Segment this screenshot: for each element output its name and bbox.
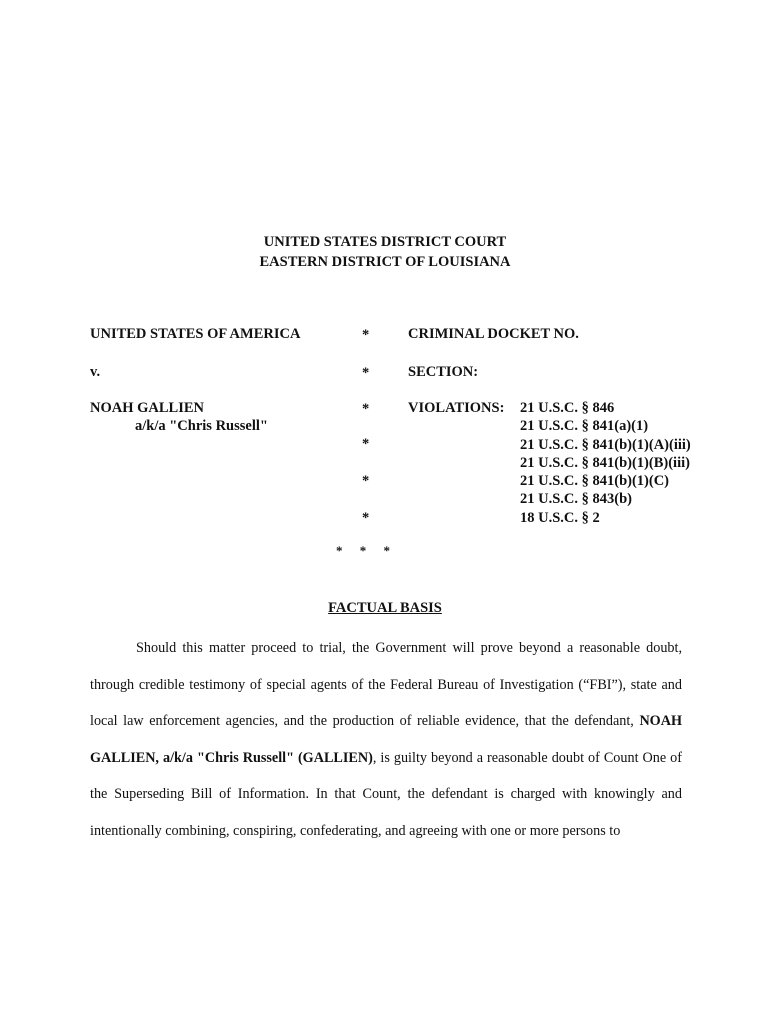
versus-label: v. — [90, 364, 101, 380]
violation-citation: 21 U.S.C. § 846 — [520, 400, 615, 416]
violation-citation: 21 U.S.C. § 841(b)(1)(C) — [520, 473, 670, 490]
violation-citation: 21 U.S.C. § 841(a)(1) — [520, 418, 649, 435]
caption-star: * — [362, 436, 370, 452]
plaintiff-name: UNITED STATES OF AMERICA — [90, 326, 301, 342]
violations-list — [520, 399, 691, 527]
defendant-name: NOAH GALLIEN — [90, 400, 205, 416]
caption-star: * — [362, 365, 370, 381]
defendant-reference: NOAH GALLIEN, a/k/a "Chris Russell" (GALLIEN) — [90, 713, 682, 766]
factual-basis-title: FACTUAL BASIS — [328, 600, 442, 616]
docket-label: CRIMINAL DOCKET NO. — [408, 326, 579, 342]
body-text-part: , is guilty beyond a reasonable doubt of Count One of the Superseding Bill of Information. In that Count, the defendant is charged with knowingly and intentionally combining, conspiring, confederating, and agreeing with one or more persons to — [90, 749, 682, 839]
caption-star: * — [362, 327, 370, 343]
body-paragraph — [90, 630, 682, 849]
violation-citation: 21 U.S.C. § 841(b)(1)(A)(iii) — [520, 436, 691, 453]
court-district: EASTERN DISTRICT OF LOUISIANA — [259, 254, 511, 270]
section-heading — [0, 600, 770, 617]
caption-star: * — [362, 401, 370, 417]
violation-citation: 21 U.S.C. § 843(b) — [520, 491, 632, 508]
defendant-alias: a/k/a "Chris Russell" — [135, 418, 268, 434]
violation-citation: 18 U.S.C. § 2 — [520, 509, 600, 526]
caption-separator: * * * — [336, 543, 390, 558]
violation-citation: 21 U.S.C. § 841(b)(1)(B)(iii) — [520, 454, 690, 471]
caption-star: * — [362, 473, 370, 489]
court-name: UNITED STATES DISTRICT COURT — [263, 234, 507, 250]
violations-label: VIOLATIONS: — [408, 400, 505, 416]
section-label: SECTION: — [408, 364, 479, 380]
caption-star: * — [362, 510, 370, 526]
body-text-part: Should this matter proceed to trial, the Government will prove beyond a reasonable doubt, through credible testimony of special agents of the Federal Bureau of Investigation (“FBI”), state and local law enforcement agencies, and the production of reliable evidence, that the defendant, — [90, 640, 682, 729]
